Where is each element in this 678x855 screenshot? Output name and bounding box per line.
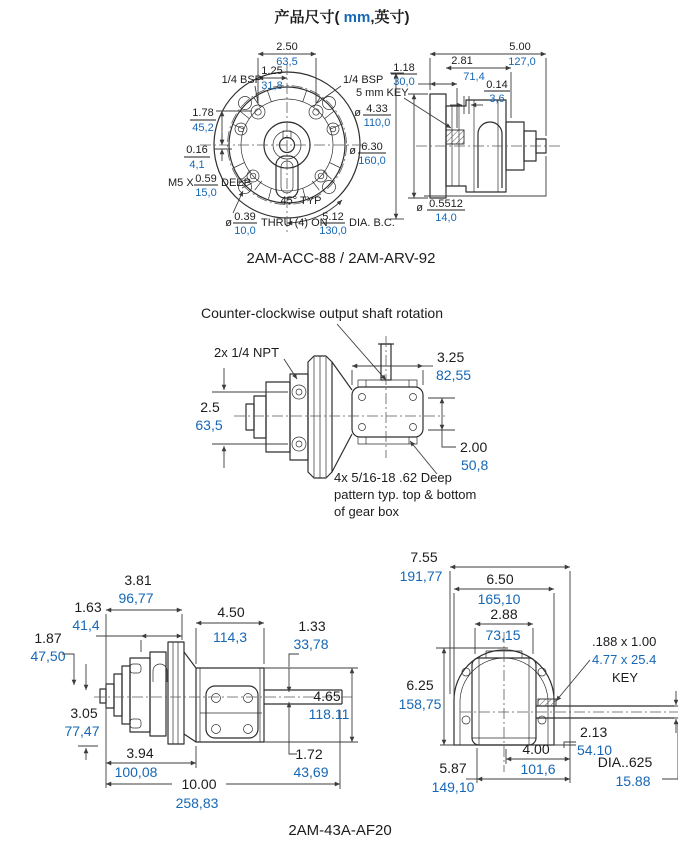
dim-288-in: 2.88 bbox=[490, 606, 518, 622]
dim-25-in: 2.5 bbox=[200, 399, 220, 415]
title-suffix: ,英寸) bbox=[370, 9, 410, 26]
dim-465-in: 4.65 bbox=[313, 688, 341, 704]
drawing1-caption: 2AM-ACC-88 / 2AM-ARV-92 bbox=[246, 250, 436, 267]
dim-650-mm: 165,10 bbox=[477, 591, 521, 607]
dim-381-in: 3.81 bbox=[124, 572, 152, 588]
dim-512-mm: 130,0 bbox=[319, 225, 347, 237]
dim-200-mm: 50,8 bbox=[461, 457, 489, 473]
dim-400-in: 4.00 bbox=[522, 741, 550, 757]
dim-172-in: 1.72 bbox=[295, 746, 323, 762]
dim-039-mm: 10,0 bbox=[234, 225, 256, 237]
shaft-key bbox=[538, 699, 556, 706]
bsp-right-label: 1/4 BSP bbox=[343, 74, 384, 86]
dim-755-mm: 191,77 bbox=[399, 568, 443, 584]
gearbox-note-line2: pattern typ. top & bottom bbox=[334, 487, 477, 502]
gearbox-note-line1: 4x 5/16-18 .62 Deep bbox=[334, 470, 452, 485]
m5-suffix: DEEP bbox=[221, 177, 251, 189]
dim-381-mm: 96,77 bbox=[118, 590, 154, 606]
dim-587-mm: 149,10 bbox=[431, 779, 475, 795]
dim-016-mm: 4,1 bbox=[189, 159, 205, 171]
dim-1000-in: 10.00 bbox=[181, 776, 217, 792]
dim-25-mm: 63,5 bbox=[195, 417, 223, 433]
dim-200-in: 2.00 bbox=[460, 439, 488, 455]
dim-187-in: 1.87 bbox=[34, 630, 62, 646]
dim-014-in: 0.14 bbox=[486, 79, 508, 91]
dim-630-mm: 160,0 bbox=[358, 155, 386, 167]
bsp-left-label: 1/4 BSP bbox=[221, 74, 262, 86]
dim-178-in: 1.78 bbox=[192, 107, 214, 119]
dim-450-mm: 114,3 bbox=[213, 629, 247, 645]
dim-325-mm: 82,55 bbox=[436, 367, 472, 383]
dim-512-in: 5.12 bbox=[322, 211, 344, 223]
dim-450-in: 4.50 bbox=[217, 604, 245, 620]
rotation-note: Counter-clockwise output shaft rotation bbox=[200, 305, 444, 321]
dim-500-in: 5.00 bbox=[509, 41, 531, 53]
dim-178-mm: 45,2 bbox=[192, 122, 214, 134]
dim-394-mm: 100,08 bbox=[114, 764, 158, 780]
dim-016-in: 0.16 bbox=[186, 144, 208, 156]
dim-05512-mm: 14,0 bbox=[435, 212, 457, 224]
shaft-dia-in: DIA..625 bbox=[597, 754, 653, 770]
m5-prefix: M5 X bbox=[168, 177, 194, 189]
key-5mm-label: 5 mm KEY bbox=[356, 87, 409, 99]
dim-163-mm: 41,4 bbox=[72, 617, 100, 633]
phi-433: ø bbox=[354, 107, 361, 119]
dim-187-mm: 47,50 bbox=[30, 648, 66, 664]
shaft-dia-mm: 15.88 bbox=[615, 773, 651, 789]
dim-625-in: 6.25 bbox=[406, 677, 434, 693]
angle-45-typ-label: 45° TYP bbox=[280, 195, 322, 207]
dim-325-in: 3.25 bbox=[437, 349, 465, 365]
dim-650-in: 6.50 bbox=[486, 571, 514, 587]
gearbox-note-line3: of gear box bbox=[334, 504, 400, 519]
dia-bc-label: DIA. B.C. bbox=[349, 217, 395, 229]
dim-163-in: 1.63 bbox=[74, 599, 102, 615]
dim-125-in: 1.25 bbox=[261, 65, 283, 77]
phi-039: ø bbox=[225, 217, 232, 229]
dim-05512-in: 0.5512 bbox=[429, 198, 463, 210]
dim-m5-in: 0.59 bbox=[195, 173, 217, 185]
dim-133-in: 1.33 bbox=[298, 618, 326, 634]
dim-213-in: 2.13 bbox=[580, 724, 608, 740]
dim-433-in: 4.33 bbox=[366, 103, 388, 115]
phi-630: ø bbox=[349, 145, 356, 157]
thru-on-label: THRU (4) ON bbox=[261, 217, 328, 229]
dim-m5-mm: 15,0 bbox=[195, 187, 217, 199]
dim-281-in: 2.81 bbox=[451, 55, 473, 67]
dim-630-in: 6.30 bbox=[361, 141, 383, 153]
dim-250-in: 2.50 bbox=[276, 41, 298, 53]
phi-05512: ø bbox=[416, 202, 423, 214]
dim-1000-mm: 258,83 bbox=[175, 795, 219, 811]
dim-433-mm: 110,0 bbox=[363, 117, 391, 129]
shaft-key-block bbox=[446, 130, 464, 144]
dim-400-mm: 101,6 bbox=[520, 761, 556, 777]
dim-133-mm: 33,78 bbox=[293, 636, 329, 652]
page-title bbox=[274, 8, 409, 26]
title-mm-unit: mm bbox=[339, 9, 371, 26]
npt-label: 2x 1/4 NPT bbox=[214, 345, 280, 360]
dim-014-mm: 3,6 bbox=[489, 93, 505, 105]
dim-125-mm: 31,8 bbox=[261, 80, 283, 92]
dim-305-mm: 77,47 bbox=[64, 723, 100, 739]
dim-281-mm: 71,4 bbox=[463, 71, 485, 83]
dim-039-in: 0.39 bbox=[234, 211, 256, 223]
key-word: KEY bbox=[612, 670, 639, 685]
dim-587-in: 5.87 bbox=[439, 760, 467, 776]
dim-213-mm: 54.10 bbox=[577, 742, 613, 758]
dim-755-in: 7.55 bbox=[410, 549, 438, 565]
dim-118-in: 1.18 bbox=[393, 62, 415, 74]
dim-172-mm: 43,69 bbox=[293, 764, 329, 780]
dim-118-mm: 30,0 bbox=[393, 76, 415, 88]
key-size-mm: 4.77 x 25.4 bbox=[592, 652, 657, 667]
drawing3-caption: 2AM-43A-AF20 bbox=[288, 822, 392, 839]
dim-305-in: 3.05 bbox=[70, 705, 98, 721]
dim-625-mm: 158,75 bbox=[398, 696, 442, 712]
dim-288-mm: 73,15 bbox=[485, 627, 521, 643]
dim-465-mm: 118.11 bbox=[308, 706, 350, 722]
dim-394-in: 3.94 bbox=[126, 745, 154, 761]
title-prefix: 产品尺寸( bbox=[274, 9, 340, 26]
key-size-in: .188 x 1.00 bbox=[592, 634, 657, 649]
dim-250-mm: 63,5 bbox=[276, 56, 298, 68]
dim-500-mm: 127,0 bbox=[508, 56, 536, 68]
